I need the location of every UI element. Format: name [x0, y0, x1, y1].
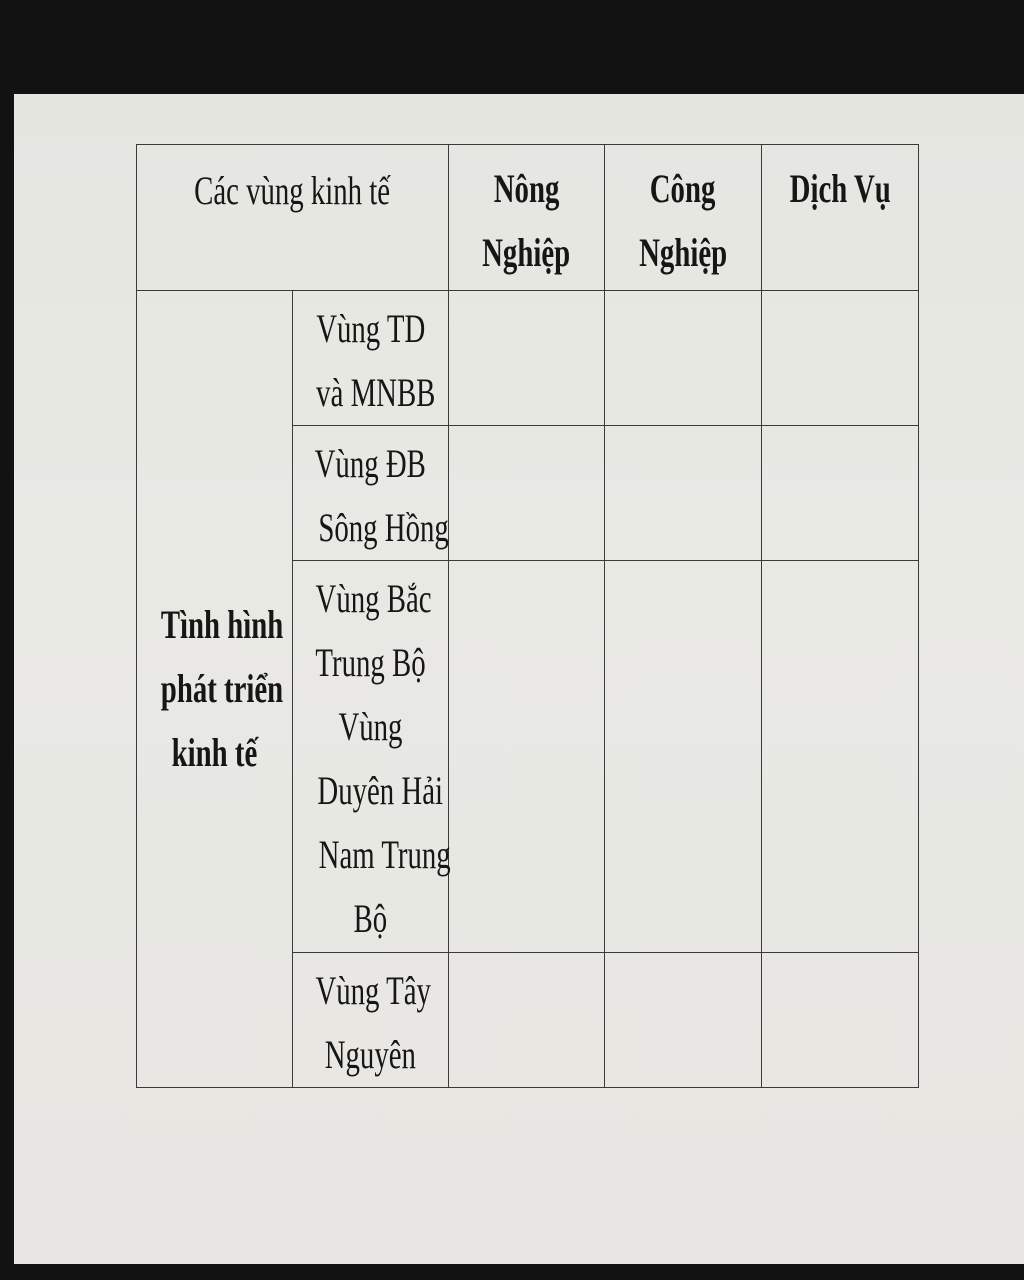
region-line: Nam Trung: [318, 832, 451, 877]
empty-cell: [449, 561, 605, 953]
group-label-line: kinh tế: [171, 730, 258, 775]
region-line: Sông Hồng: [318, 505, 449, 550]
region-line: Vùng ĐB: [314, 441, 427, 486]
region-line: Duyên Hải: [317, 768, 443, 813]
region-line: Bộ: [353, 896, 388, 941]
region-cell-bac-trung-bo-duyen-hai: [293, 561, 449, 953]
empty-cell: [449, 426, 605, 561]
group-label-line: phát triển: [160, 666, 284, 711]
empty-cell: [605, 561, 762, 953]
empty-cell: [605, 426, 762, 561]
empty-cell: [762, 291, 919, 426]
column-header-line: Nghiệp: [639, 230, 728, 275]
corner-header: Các vùng kinh tế: [194, 168, 391, 213]
region-cell-db-song-hong: [293, 426, 449, 561]
header-row: [137, 145, 919, 291]
region-line: Trung Bộ: [315, 640, 426, 685]
region-line: Vùng TD: [315, 306, 426, 351]
region-line: Vùng Bắc: [315, 576, 432, 621]
empty-cell: [449, 953, 605, 1088]
empty-cell: [605, 291, 762, 426]
column-header-line: Nông: [493, 166, 560, 211]
region-line: và MNBB: [316, 370, 436, 415]
economic-regions-table: [136, 144, 919, 1088]
empty-cell: [762, 561, 919, 953]
empty-cell: [762, 426, 919, 561]
region-line: Vùng Tây: [315, 968, 431, 1013]
column-header-line: Nghiệp: [482, 230, 571, 275]
table-row: [137, 291, 919, 426]
region-cell-tay-nguyen: [293, 953, 449, 1088]
column-header-line: Công: [650, 166, 716, 211]
column-header-services: [762, 145, 919, 291]
column-header-industry: [605, 145, 762, 291]
column-header-line: Dịch Vụ: [789, 166, 891, 211]
group-label-line: Tình hình: [160, 602, 284, 647]
column-header-agriculture: [449, 145, 605, 291]
corner-header-cell: [137, 145, 449, 291]
region-line: Vùng: [338, 704, 403, 749]
group-label-cell: [137, 291, 293, 1088]
empty-cell: [762, 953, 919, 1088]
region-cell-td-mnbb: [293, 291, 449, 426]
empty-cell: [605, 953, 762, 1088]
empty-cell: [449, 291, 605, 426]
region-line: Nguyên: [324, 1032, 417, 1077]
